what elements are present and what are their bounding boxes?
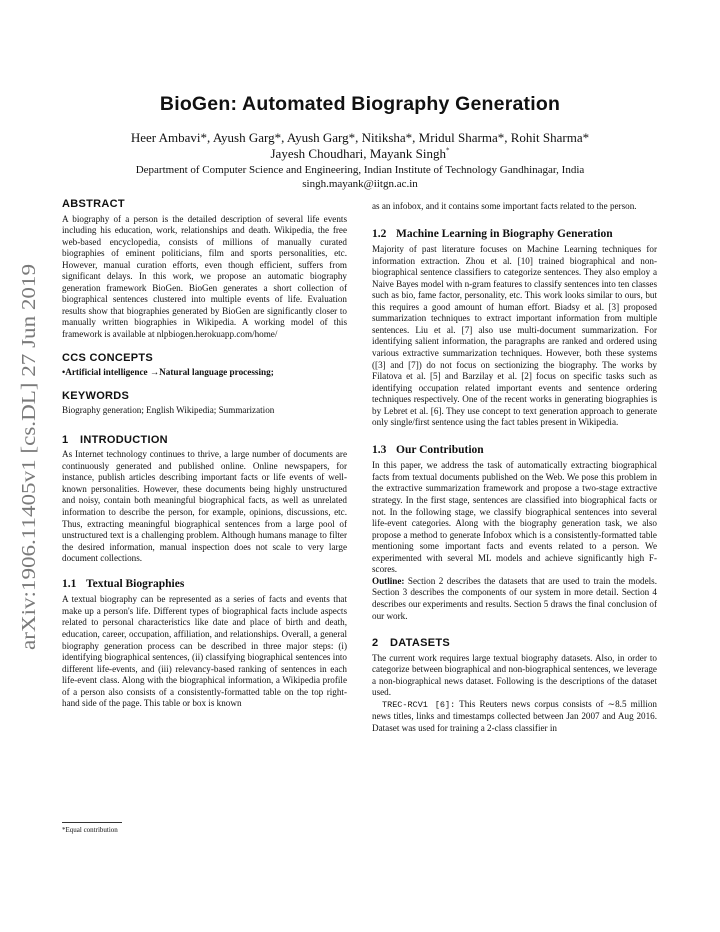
trec-text: This Reuters news corpus consists of ∼8.5 million news titles, links and timestamps collected between Jan 2007 and Aug 2016. Dataset was used for training a 2-class classifier in (372, 698, 657, 733)
authors-line-2 (90, 146, 630, 162)
introduction-section (62, 435, 347, 565)
email: singh.mayank@iitgn.ac.in (302, 178, 418, 190)
footnote-text: *Equal contribution (62, 826, 118, 834)
arxiv-stamp-text: arXiv:1906.11405v1 [cs.DL] 27 Jun 2019 (18, 306, 40, 650)
abstract-text: A biography of a person is the detailed description of several life events including his education, work, relationships and death. Wikipedia, the free web-based encyclopedia, consists of millions of manually curated biographies of eminent politicians, film and sports personalities, etc. However, manual curation efforts, even though efficient, suffers from significant delays. In this work, we propose an automatic biography generation framework BioGen. BioGen generates a short collection of biographical sentences clustered into multiple events of life. Evaluation results show that biographies generated by BioGen are significantly closer to manually written biographies in Wikipedia. A working model of this framework is available at nlpbiogen.herokuapp.com/home/ (62, 213, 347, 340)
subsection-title: Textual Biographies (86, 577, 185, 590)
subsection-number: 1.2 (372, 227, 387, 240)
ccs-text: •Artificial intelligence →Natural language processing; (62, 367, 274, 378)
outline-label: Outline: (372, 575, 405, 586)
trec-label: TREC-RCV1 [6]: (382, 699, 456, 710)
subsection-title: Our Contribution (396, 443, 484, 456)
ml-section (372, 229, 657, 429)
left-column (62, 199, 347, 710)
section-number: 2 (372, 637, 379, 650)
datasets-heading (372, 638, 657, 650)
textual-biographies-text: A textual biography can be represented as a series of facts and events that make up a person's life. Different types of biographical facts include aspects related to personal characteristics like date and place of birth and death, education, career, occupation, affiliation, and relationships. Overall, a general biography generation process can be described in three major steps: (i) identifying biographical sentences, (ii) classifying biographical sentences into different life-events, and (iii) relevancy-based ranking of sentences in each life-event class. Along with the biographical information, a Wikipedia profile of a person also consists of a consistently-formatted table on the top right-hand side of the page. This table or box is known (62, 594, 347, 709)
ccs-heading: CCS CONCEPTS (62, 351, 153, 364)
right-column (372, 201, 657, 734)
section-title: INTRODUCTION (80, 433, 168, 446)
affiliation: Department of Computer Science and Engineering, Indian Institute of Technology Gandhinagar, India (135, 164, 585, 176)
datasets-text: The current work requires large textual biography datasets. Also, in order to categorize between biographical and non-biographical sentences, we leverage a non-biographical news dataset. Following is the descriptions of the dataset used. (372, 652, 657, 698)
textual-biographies-section (62, 579, 347, 710)
arxiv-stamp (8, 262, 44, 652)
introduction-heading (62, 435, 347, 447)
section-title: DATASETS (390, 637, 451, 650)
footnote (62, 822, 347, 834)
outline-text: Section 2 describes the datasets that are used to train the models. Section 3 describes the components of our system in more detail. Section 4 describes our experiments and results. Section 5 draws the final conclusion of our work. (372, 575, 657, 621)
footnote-rule (62, 822, 122, 823)
contribution-text: In this paper, we address the task of automatically extracting biographical facts from textual documents published on the Web. We pose this problem in the extractive summarization framework and propose a two-stage extractive strategy. In the first stage, sentences are classified into biographical facts or not. In the following stage, we classify biographical sentences into several life-event categories. Along with the biography generation task, we also propose a method to generate Infobox which is a consistently-formatted table mentioning some important facts and events related to a person. We experimented with several ML models and achieve significantly high F-scores. (372, 460, 657, 575)
author-list (90, 130, 630, 162)
abstract-heading: ABSTRACT (62, 198, 125, 210)
authors-line-2-text: Jayesh Choudhari, Mayank Singh (270, 146, 446, 161)
keywords-section (62, 391, 347, 417)
textual-biographies-heading (62, 579, 347, 591)
affiliation-block (60, 163, 660, 191)
keywords-text: Biography generation; English Wikipedia; Summarization (62, 405, 275, 416)
contribution-section (372, 445, 657, 622)
subsection-number: 1.1 (62, 577, 77, 590)
introduction-text: As Internet technology continues to thrive, a large number of documents are continuously generated and published online. Online newspapers, for instance, publish articles describing important facts or life events of well-known personalities. However, these documents being highly unstructured and noisy, contain both meaningful biographical facts, as well as unrelated information to describe the person, for example, opinions, discussions, etc. Thus, extracting meaningful biographical sentences from a large pool of unstructured text is a challenging problem. Although humans manage to filter the desired information, manual inspection does not scale to very large document collections. (62, 449, 347, 564)
ccs-section (62, 353, 347, 379)
trec-paragraph (372, 699, 657, 735)
paper-title: BioGen: Automated Biography Generation (159, 93, 561, 115)
datasets-section (372, 638, 657, 734)
subsection-number: 1.3 (372, 443, 387, 456)
contribution-heading (372, 445, 657, 457)
ml-heading (372, 229, 657, 241)
subsection-title: Machine Learning in Biography Generation (396, 227, 613, 240)
keywords-heading: KEYWORDS (62, 389, 130, 402)
authors-line-1: Heer Ambavi*, Ayush Garg*, Ayush Garg*, Nitiksha*, Mridul Sharma*, Rohit Sharma* (130, 130, 590, 145)
superscript-marker: * (445, 146, 450, 155)
section-number: 1 (62, 433, 69, 446)
ml-text: Majority of past literature focuses on Machine Learning techniques for information extraction. Zhou et al. [10] trained biographical and non-biographical sentence classifiers to categorize sentences. They also employ a Naive Bayes model with n-gram features to classify sentences into ten classes such as bio, fame factor, personality, etc. This work looks similar to ours, but this requires a good amount of human effort. Biadsy et al. [3] proposed summarization techniques to extract important information from multiple sentences. Liu et al. [7] also use multi-document summarization. For identifying salient information, the paragraphs are ranked and ordered using various extractive summarization techniques. However, both these systems ([3] and [7]) do not focus on sectionizing the biography. The works by Filatova et al. [5] and Barzilay et al. [2] focus on specific tasks such as identifying occupation related important events and sentence ordering techniques respectively. One of the recent works in generating biographies is by Lebret et al. [6]. They use concept to text generation approach to generate only single/first sentence using the fact tables present in Wikipedia. (372, 244, 657, 428)
outline-paragraph (372, 576, 657, 622)
infobox-continuation-text: as an infobox, and it contains some important facts related to the person. (372, 201, 637, 211)
